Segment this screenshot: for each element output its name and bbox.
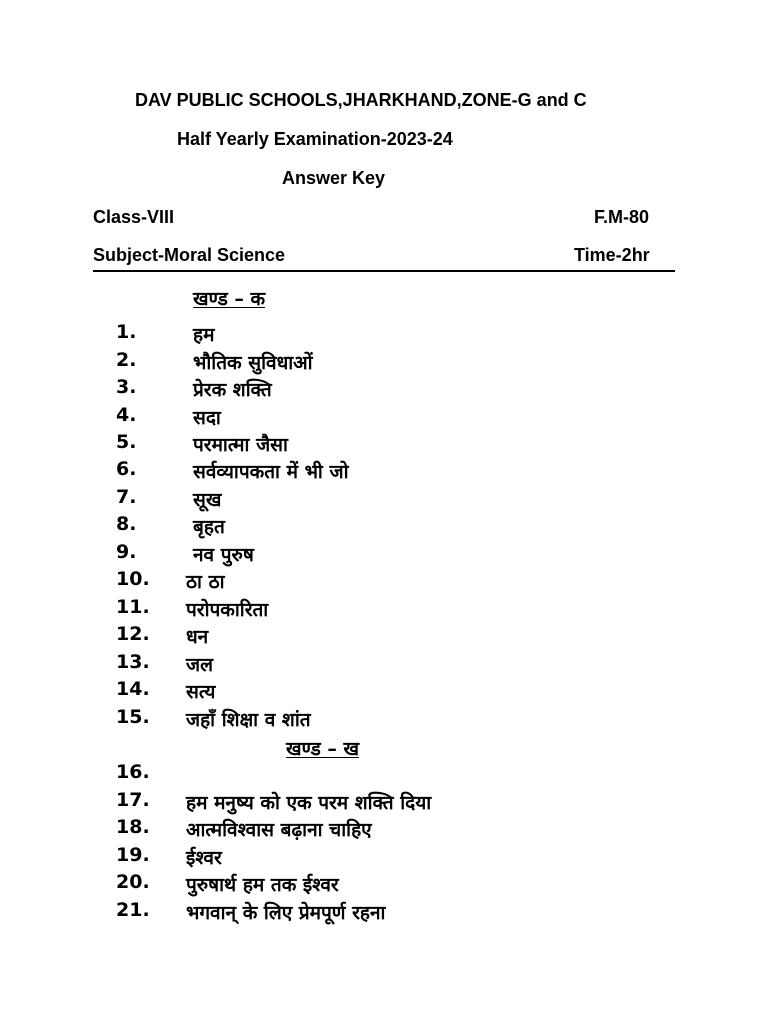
answer-text: नव पुरुष (193, 544, 254, 566)
question-number: 3. (116, 376, 137, 398)
question-number: 14. (116, 678, 150, 700)
answer-text: आत्मविश्वास बढ़ाना चाहिए (186, 819, 372, 841)
question-number: 11. (116, 596, 150, 618)
answer-text: पुरुषार्थ हम तक ईश्वर (186, 874, 339, 896)
answer-text: प्रेरक शक्ति (193, 379, 272, 401)
answer-text: भौतिक सुविधाओं (193, 352, 313, 374)
answer-text: ठा ठा (186, 571, 225, 593)
answer-text: बृहत (193, 516, 225, 538)
section-a-heading: खण्ड – क (193, 288, 266, 310)
question-number: 20. (116, 871, 150, 893)
question-number: 10. (116, 568, 150, 590)
school-title: DAV PUBLIC SCHOOLS,JHARKHAND,ZONE-G and C (135, 90, 587, 110)
question-number: 19. (116, 844, 150, 866)
answer-text: जहाँ शिक्षा व शांत (186, 709, 311, 731)
answer-text: धन (186, 626, 209, 648)
question-number: 1. (116, 321, 137, 343)
question-number: 9. (116, 541, 137, 563)
question-number: 16. (116, 761, 150, 783)
question-number: 12. (116, 623, 150, 645)
question-number: 2. (116, 349, 137, 371)
exam-title: Half Yearly Examination-2023-24 (177, 129, 453, 149)
question-number: 15. (116, 706, 150, 728)
document-type: Answer Key (282, 168, 386, 188)
question-number: 4. (116, 404, 137, 426)
question-number: 17. (116, 789, 150, 811)
answer-text: जल (186, 654, 213, 676)
question-number: 13. (116, 651, 150, 673)
question-number: 18. (116, 816, 150, 838)
answer-text: ईश्वर (186, 847, 222, 869)
subject-label: Subject-Moral Science (93, 245, 286, 265)
section-b-heading: खण्ड – ख (286, 738, 360, 760)
answer-text: सर्वव्यापकता में भी जो (193, 461, 349, 483)
answer-text: सदा (193, 407, 221, 429)
answer-text: परोपकारिता (186, 599, 269, 621)
question-number: 21. (116, 899, 150, 921)
question-number: 6. (116, 458, 137, 480)
full-marks: F.M-80 (594, 207, 650, 227)
answer-text: सत्य (186, 681, 216, 703)
header-divider (93, 270, 675, 272)
answer-text: भगवान् के लिए प्रेमपूर्ण रहना (186, 902, 386, 924)
question-number: 8. (116, 513, 137, 535)
answer-text: परमात्मा जैसा (193, 434, 288, 456)
answer-text: हम मनुष्य को एक परम शक्ति दिया (186, 792, 432, 814)
answer-text: सूख (193, 489, 222, 511)
question-number: 5. (116, 431, 137, 453)
class-label: Class-VIII (93, 207, 175, 227)
time-label: Time-2hr (574, 245, 650, 265)
question-number: 7. (116, 486, 137, 508)
answer-text: हम (193, 324, 215, 346)
